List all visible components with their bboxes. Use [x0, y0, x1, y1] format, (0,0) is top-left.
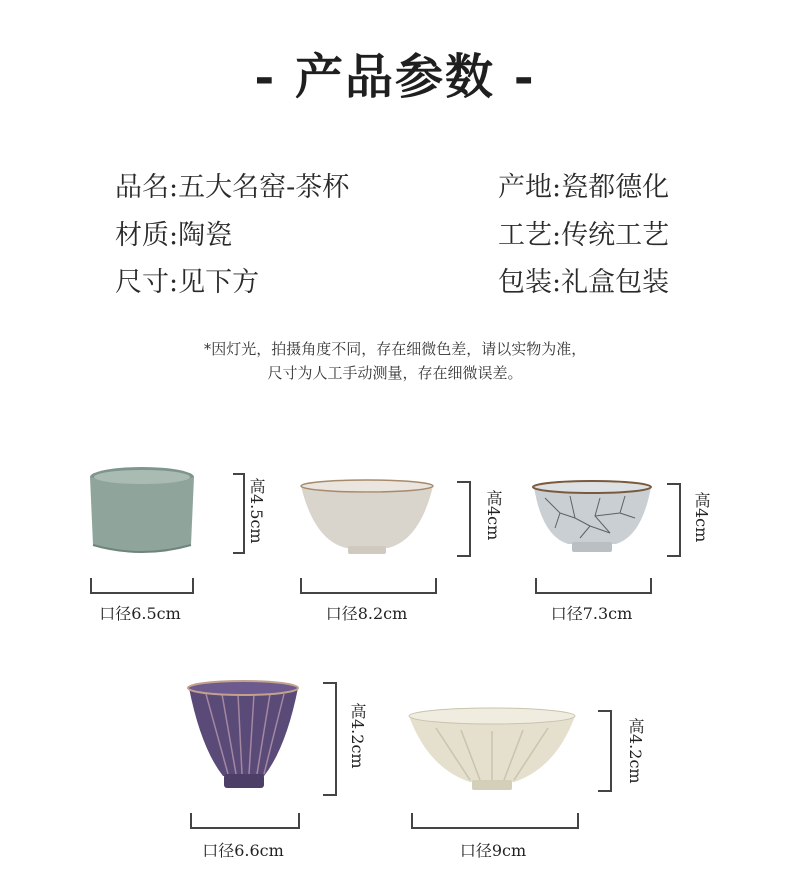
- cup-2-height: 高4cm: [484, 490, 503, 541]
- width-bracket-1: [90, 578, 194, 594]
- spec-name: 品名:五大名窑-茶杯: [115, 172, 350, 203]
- width-bracket-2: [300, 578, 437, 594]
- width-bracket-3: [535, 578, 652, 594]
- height-bracket-4: [323, 682, 337, 796]
- cup-image-1: [85, 465, 200, 560]
- cup-5-height: 高4.2cm: [626, 718, 645, 784]
- cup-1-diameter: 口径6.5cm: [99, 604, 181, 623]
- cup-1-height: 高4.5cm: [247, 478, 266, 544]
- width-bracket-4: [190, 813, 300, 829]
- cup-image-2: [298, 478, 436, 558]
- spec-craft: 工艺:传统工艺: [498, 220, 670, 251]
- cup-3-height: 高4cm: [692, 492, 711, 543]
- width-bracket-5: [411, 813, 579, 829]
- height-bracket-2: [457, 481, 471, 557]
- disclaimer-line-1: *因灯光，拍摄角度不同，存在细微色差，请以实物为准，: [203, 340, 587, 358]
- cup-5-diameter: 口径9cm: [459, 841, 527, 860]
- cup-image-3: [530, 478, 655, 558]
- cup-image-4: [186, 678, 301, 796]
- cup-3-diameter: 口径7.3cm: [550, 604, 633, 623]
- height-bracket-1: [233, 473, 245, 554]
- spec-material: 材质:陶瓷: [115, 220, 233, 251]
- page-title: - 产品参数 -: [254, 49, 536, 105]
- height-bracket-3: [667, 483, 681, 557]
- cup-2-diameter: 口径8.2cm: [325, 604, 408, 623]
- disclaimer-line-2: 尺寸为人工手动测量，存在细微误差。: [267, 364, 523, 382]
- spec-origin: 产地:瓷都德化: [498, 172, 670, 203]
- cup-4-diameter: 口径6.6cm: [202, 841, 284, 860]
- cup-4-height: 高4.2cm: [348, 703, 367, 769]
- spec-size: 尺寸:见下方: [115, 267, 260, 298]
- spec-package: 包装:礼盒包装: [498, 267, 670, 298]
- height-bracket-5: [598, 710, 612, 792]
- cup-image-5: [406, 706, 578, 796]
